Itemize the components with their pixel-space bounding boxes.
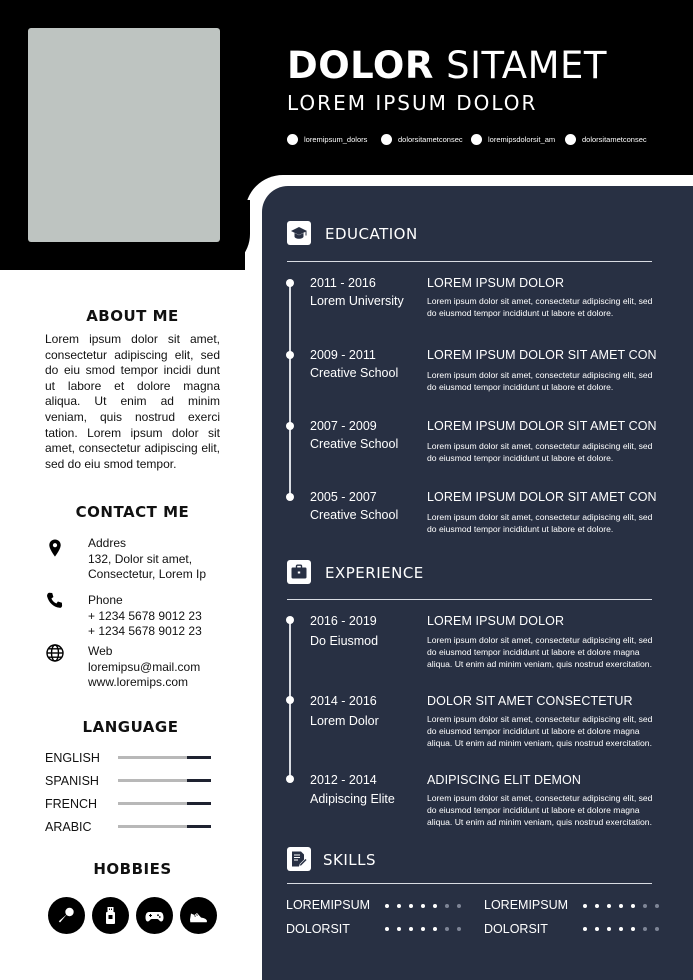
- experience-divider: [287, 599, 652, 600]
- rating-dot: [607, 927, 611, 931]
- rating-dot: [631, 904, 635, 908]
- rating-dot: [409, 904, 413, 908]
- rating-dot: [643, 904, 647, 908]
- entry-place: Creative School: [310, 366, 399, 380]
- language-name: ENGLISH: [45, 751, 100, 765]
- email-link[interactable]: loremipsu@mail.com: [88, 659, 201, 674]
- rating-dot: [433, 904, 437, 908]
- timeline-dot: [286, 696, 294, 704]
- rating-dot: [445, 927, 449, 931]
- education-divider: [287, 261, 652, 262]
- skills-divider: [287, 883, 652, 884]
- education-section-icon: [287, 221, 311, 245]
- rating-dot: [457, 904, 461, 908]
- globe-icon: [45, 643, 65, 663]
- timeline-dot: [286, 351, 294, 359]
- experience-section-icon: [287, 560, 311, 584]
- rating-dot: [397, 904, 401, 908]
- entry-place: Creative School: [310, 437, 399, 451]
- rating-dot: [409, 927, 413, 931]
- entry-title: DOLOR SIT AMET CONSECTETUR: [427, 694, 633, 708]
- entry-description: Lorem ipsum dolor sit amet, consectetur adipiscing elit, sed do eiusmod tempor incididunt ut labore et dolore.: [427, 370, 653, 393]
- entry-description: Lorem ipsum dolor sit amet, consectetur adipiscing elit, sed do eiusmod tempor incididunt ut labore et dolore.: [427, 512, 653, 535]
- resume-subtitle: LOREM IPSUM DOLOR: [287, 91, 538, 115]
- language-level-bar: [118, 802, 211, 805]
- profile-photo-placeholder: [28, 28, 220, 242]
- rating-dot: [595, 904, 599, 908]
- hobbies-heading: HOBBIES: [93, 860, 172, 878]
- hobby-item: [48, 897, 85, 934]
- language-name: FRENCH: [45, 797, 98, 811]
- entry-date: 2009 - 2011: [310, 348, 376, 362]
- rating-dot: [595, 927, 599, 931]
- location-pin-icon: [45, 538, 65, 558]
- hobby-item: [180, 897, 217, 934]
- social-item: dolorsitametconsec: [381, 134, 463, 145]
- about-heading: ABOUT ME: [86, 307, 179, 325]
- entry-description: Lorem ipsum dolor sit amet, consectetur adipiscing elit, sed do eiusmod tempor incididunt ut labore et dolore magna aliqua. Ut enim ad minim veniam, quis nostrud exercitation.: [427, 793, 653, 828]
- entry-title: LOREM IPSUM DOLOR: [427, 276, 565, 290]
- graduation-cap-icon: [290, 224, 308, 242]
- language-heading: LANGUAGE: [82, 718, 179, 736]
- rating-dot: [457, 927, 461, 931]
- entry-date: 2007 - 2009: [310, 419, 377, 433]
- rating-dot: [619, 904, 623, 908]
- entry-date: 2014 - 2016: [310, 694, 377, 708]
- entry-place: Adipiscing Elite: [310, 792, 395, 806]
- language-level-bar: [118, 825, 211, 828]
- experience-heading: EXPERIENCE: [325, 564, 424, 582]
- entry-date: 2012 - 2014: [310, 773, 377, 787]
- skills-heading: SKILLS: [323, 851, 377, 869]
- entry-place: Do Eiusmod: [310, 634, 379, 648]
- entry-title: ADIPISCING ELIT DEMON: [427, 773, 581, 787]
- rating-dot: [421, 927, 425, 931]
- bullet-icon: [565, 134, 576, 145]
- hobby-item: [92, 897, 129, 934]
- document-edit-icon: [290, 850, 308, 868]
- social-item: loremipsum_dolors: [287, 134, 367, 145]
- timeline-dot: [286, 422, 294, 430]
- skills-section-icon: [287, 847, 311, 871]
- gamepad-icon: [144, 905, 165, 926]
- entry-title: LOREM IPSUM DOLOR SIT AMET CON: [427, 490, 657, 504]
- language-name: SPANISH: [45, 774, 99, 788]
- skill-name: DOLORSIT: [286, 922, 350, 936]
- rating-dot: [655, 927, 659, 931]
- rating-dot: [421, 904, 425, 908]
- bullet-icon: [381, 134, 392, 145]
- education-timeline: [289, 283, 291, 497]
- timeline-dot: [286, 279, 294, 287]
- sneaker-icon: [188, 905, 209, 926]
- contact-phone: Phone + 1234 5678 9012 23 + 1234 5678 9012 23: [88, 593, 202, 638]
- entry-description: Lorem ipsum dolor sit amet, consectetur adipiscing elit, sed do eiusmod tempor incididunt ut labore et dolore magna aliqua. Ut enim ad minim veniam, quis nostrud exercitation.: [427, 714, 653, 749]
- bullet-icon: [287, 134, 298, 145]
- entry-date: 2016 - 2019: [310, 614, 377, 628]
- skill-name: DOLORSIT: [484, 922, 548, 936]
- bullet-icon: [471, 134, 482, 145]
- rating-dot: [607, 904, 611, 908]
- rating-dot: [619, 927, 623, 931]
- entry-description: Lorem ipsum dolor sit amet, consectetur adipiscing elit, sed do eiusmod tempor incididunt ut labore et dolore.: [427, 441, 653, 464]
- entry-description: Lorem ipsum dolor sit amet, consectetur adipiscing elit, sed do eiusmod tempor incididunt ut labore et dolore.: [427, 296, 653, 319]
- rating-dot: [643, 927, 647, 931]
- social-item: dolorsitametconsec: [565, 134, 647, 145]
- rating-dot: [583, 904, 587, 908]
- phone-icon: [45, 591, 65, 611]
- entry-date: 2005 - 2007: [310, 490, 377, 504]
- rating-dot: [433, 927, 437, 931]
- entry-date: 2011 - 2016: [310, 276, 376, 290]
- rating-dot: [385, 904, 389, 908]
- rating-dot: [631, 927, 635, 931]
- timeline-dot: [286, 616, 294, 624]
- entry-place: Creative School: [310, 508, 399, 522]
- microphone-icon: [56, 905, 77, 926]
- hobby-item: [136, 897, 173, 934]
- about-text: Lorem ipsum dolor sit amet, consectetur adipiscing elit, sed do eiu smod tempor incidi dunt ut labore et dolore magna aliqua. Ut enim ad minim veniam, quis nostrud exerci tation. Lorem ipsum dolor sit amet, consectetur adipiscing elit, sed do eiu smod tempor.: [45, 332, 220, 471]
- timeline-dot: [286, 775, 294, 783]
- rating-dot: [655, 904, 659, 908]
- website-link[interactable]: www.loremips.com: [88, 675, 189, 689]
- contact-web: Web loremipsu@mail.com www.loremips.com: [88, 644, 201, 689]
- entry-place: Lorem University: [310, 294, 404, 308]
- social-item: loremipsdolorsit_am: [471, 134, 555, 145]
- entry-description: Lorem ipsum dolor sit amet, consectetur adipiscing elit, sed do eiusmod tempor incididunt ut labore et dolore magna aliqua. Ut enim ad minim veniam, quis nostrud exercitation.: [427, 635, 653, 670]
- rating-dot: [583, 927, 587, 931]
- usb-drive-icon: [100, 905, 121, 926]
- language-level-bar: [118, 779, 211, 782]
- entry-title: LOREM IPSUM DOLOR SIT AMET CON: [427, 348, 657, 362]
- language-level-bar: [118, 756, 211, 759]
- entry-title: LOREM IPSUM DOLOR: [427, 614, 565, 628]
- rating-dot: [397, 927, 401, 931]
- skill-name: LOREMIPSUM: [286, 898, 371, 912]
- contact-heading: CONTACT ME: [75, 503, 190, 521]
- entry-place: Lorem Dolor: [310, 714, 379, 728]
- rating-dot: [385, 927, 389, 931]
- briefcase-icon: [290, 563, 308, 581]
- timeline-dot: [286, 493, 294, 501]
- education-heading: EDUCATION: [325, 225, 418, 243]
- skill-name: LOREMIPSUM: [484, 898, 569, 912]
- entry-title: LOREM IPSUM DOLOR SIT AMET CON: [427, 419, 657, 433]
- contact-address: Addres 132, Dolor sit amet, Consectetur, Lorem Ip: [88, 536, 207, 581]
- rating-dot: [445, 904, 449, 908]
- resume-name: DOLOR SITAMET: [287, 44, 607, 87]
- language-name: ARABIC: [45, 820, 92, 834]
